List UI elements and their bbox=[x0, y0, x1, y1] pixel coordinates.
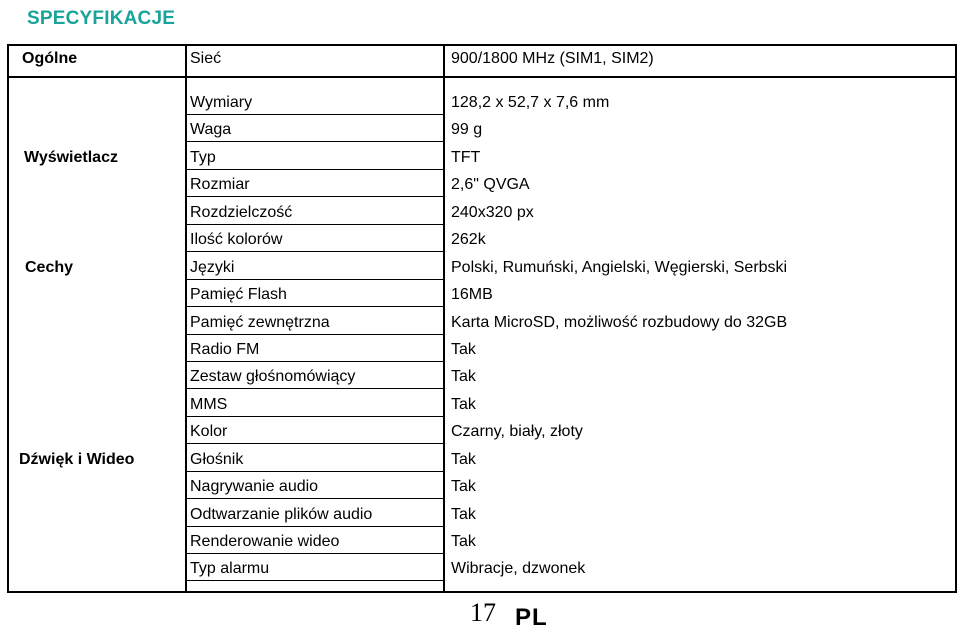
page-title: SPECYFIKACJE bbox=[27, 8, 176, 29]
spec-name: Rozdzielczość bbox=[190, 204, 293, 221]
spec-value: 262k bbox=[451, 231, 486, 248]
row-underline bbox=[187, 141, 443, 142]
row-underline bbox=[187, 279, 443, 280]
spec-value: 240x320 px bbox=[451, 204, 534, 221]
column-divider bbox=[443, 46, 445, 591]
spec-name: Typ bbox=[190, 149, 216, 166]
spec-name: MMS bbox=[190, 396, 228, 413]
spec-name: Zestaw głośnomówiący bbox=[190, 368, 356, 385]
spec-value: Tak bbox=[451, 533, 476, 550]
spec-value: 2,6" QVGA bbox=[451, 176, 530, 193]
row-underline bbox=[187, 196, 443, 197]
row-underline bbox=[187, 471, 443, 472]
spec-value: Wibracje, dzwonek bbox=[451, 560, 586, 577]
language-code: PL bbox=[515, 604, 548, 631]
spec-value: Tak bbox=[451, 451, 476, 468]
spec-name: Pamięć zewnętrzna bbox=[190, 314, 330, 331]
category-label: Dźwięk i Wideo bbox=[19, 451, 135, 468]
row-underline bbox=[187, 306, 443, 307]
row-underline bbox=[187, 388, 443, 389]
spec-name: Nagrywanie audio bbox=[190, 478, 319, 495]
spec-value: Tak bbox=[451, 506, 476, 523]
column-divider bbox=[185, 46, 187, 591]
row-underline bbox=[187, 416, 443, 417]
row-underline bbox=[187, 224, 443, 225]
spec-name: Waga bbox=[190, 121, 232, 138]
spec-name: Radio FM bbox=[190, 341, 260, 358]
spec-value: Tak bbox=[451, 478, 476, 495]
spec-name: Ilość kolorów bbox=[190, 231, 283, 248]
row-underline bbox=[187, 361, 443, 362]
spec-value: Tak bbox=[451, 396, 476, 413]
header-row-divider bbox=[9, 76, 955, 78]
spec-value: 99 g bbox=[451, 121, 483, 138]
category-label: Wyświetlacz bbox=[24, 149, 118, 166]
spec-name: Odtwarzanie plików audio bbox=[190, 506, 373, 523]
spec-name: Kolor bbox=[190, 423, 228, 440]
page-number: 17 bbox=[470, 598, 496, 627]
spec-name: Języki bbox=[190, 259, 235, 276]
row-underline bbox=[187, 553, 443, 554]
category-label: Ogólne bbox=[22, 50, 78, 67]
row-underline bbox=[187, 526, 443, 527]
spec-value: 16MB bbox=[451, 286, 493, 303]
row-underline bbox=[187, 443, 443, 444]
spec-name: Typ alarmu bbox=[190, 560, 270, 577]
spec-name: Renderowanie wideo bbox=[190, 533, 340, 550]
spec-value: Polski, Rumuński, Angielski, Węgierski, Serbski bbox=[451, 259, 788, 276]
spec-value: TFT bbox=[451, 149, 481, 166]
spec-value: Karta MicroSD, możliwość rozbudowy do 32GB bbox=[451, 314, 788, 331]
spec-table bbox=[7, 44, 957, 593]
row-underline bbox=[187, 334, 443, 335]
spec-name: Wymiary bbox=[190, 94, 253, 111]
spec-name: Sieć bbox=[190, 50, 222, 67]
spec-value: Tak bbox=[451, 341, 476, 358]
row-underline bbox=[187, 580, 443, 581]
spec-name: Głośnik bbox=[190, 451, 244, 468]
spec-value: Tak bbox=[451, 368, 476, 385]
spec-name: Pamięć Flash bbox=[190, 286, 287, 303]
spec-value: 900/1800 MHz (SIM1, SIM2) bbox=[451, 50, 654, 67]
category-label: Cechy bbox=[25, 259, 74, 276]
row-underline bbox=[187, 169, 443, 170]
row-underline bbox=[187, 251, 443, 252]
row-underline bbox=[187, 498, 443, 499]
spec-value: Czarny, biały, złoty bbox=[451, 423, 583, 440]
row-underline bbox=[187, 114, 443, 115]
spec-value: 128,2 x 52,7 x 7,6 mm bbox=[451, 94, 610, 111]
spec-name: Rozmiar bbox=[190, 176, 250, 193]
